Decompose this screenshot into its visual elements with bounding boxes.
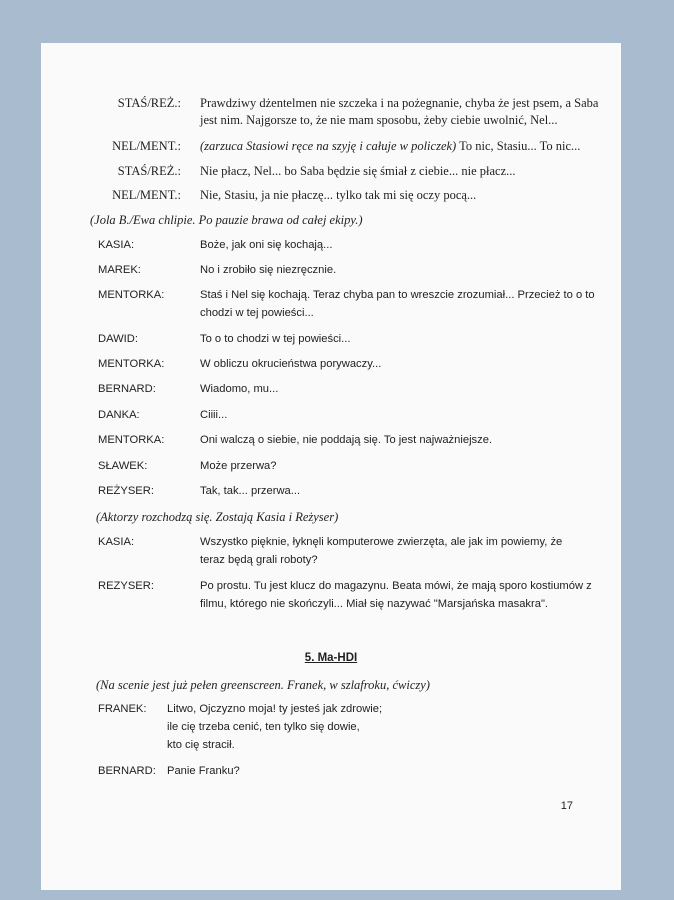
dialogue-line: W obliczu okrucieństwa porywaczy... bbox=[200, 358, 382, 370]
dialogue-line: Tak, tak... przerwa... bbox=[200, 485, 301, 497]
speaker: MENTORKA: bbox=[98, 289, 165, 301]
speaker: MENTORKA: bbox=[98, 434, 165, 446]
dialogue-line bbox=[200, 139, 580, 154]
dialogue-line: Wiadomo, mu... bbox=[200, 383, 279, 395]
dialogue-text: To nic, Stasiu... To nic... bbox=[456, 139, 581, 153]
verse-line: kto cię stracił. bbox=[167, 739, 235, 751]
speaker: DANKA: bbox=[98, 409, 140, 421]
speaker: MAREK: bbox=[98, 264, 141, 276]
dialogue-line: chodzi w tej powieści... bbox=[200, 307, 314, 319]
stage-direction: (Jola B./Ewa chlipie. Po pauzie brawa od całej ekipy.) bbox=[90, 213, 363, 227]
dialogue-line: Prawdziwy dżentelmen nie szczeka i na pożegnanie, chyba że jest psem, a Saba bbox=[200, 96, 599, 110]
speaker: MENTORKA: bbox=[98, 358, 165, 370]
speaker: KASIA: bbox=[98, 239, 135, 251]
dialogue-line: No i zrobiło się niezręcznie. bbox=[200, 264, 337, 276]
dialogue-line: To o to chodzi w tej powieści... bbox=[200, 333, 351, 345]
script-page bbox=[41, 43, 621, 890]
speaker: SŁAWEK: bbox=[98, 460, 148, 472]
speaker: NEL/MENT.: bbox=[112, 188, 181, 202]
speaker: REŻYSER: bbox=[98, 485, 154, 497]
stage-direction: (Aktorzy rozchodzą się. Zostają Kasia i Reżyser) bbox=[96, 510, 339, 524]
speaker: STAŚ/REŻ.: bbox=[117, 164, 181, 178]
dialogue-line: teraz będą grali roboty? bbox=[200, 554, 318, 566]
dialogue-line: Ciiii... bbox=[200, 409, 228, 421]
verse-line: ile cię trzeba cenić, ten tylko się dowie, bbox=[167, 721, 360, 733]
speaker: NEL/MENT.: bbox=[112, 139, 181, 153]
dialogue-line: Staś i Nel się kochają. Teraz chyba pan to wreszcie zrozumiał... Przecież to o to bbox=[200, 289, 595, 301]
speaker: KASIA: bbox=[98, 536, 135, 548]
dialogue-line: Boże, jak oni się kochają... bbox=[200, 239, 333, 251]
stage-direction: (zarzuca Stasiowi ręce na szyję i całuje w policzek) bbox=[200, 139, 457, 153]
dialogue-line: Nie płacz, Nel... bo Saba będzie się śmiał z ciebie... nie płacz... bbox=[200, 164, 516, 178]
speaker: BERNARD: bbox=[98, 765, 156, 777]
dialogue-line: Po prostu. Tu jest klucz do magazynu. Beata mówi, że mają sporo kostiumów z bbox=[200, 580, 592, 592]
verse-line: Litwo, Ojczyzno moja! ty jesteś jak zdrowie; bbox=[167, 703, 383, 715]
dialogue-line: Nie, Stasiu, ja nie płaczę... tylko tak mi się oczy pocą... bbox=[200, 188, 477, 202]
speaker: REZYSER: bbox=[98, 580, 154, 592]
speaker: BERNARD: bbox=[98, 383, 156, 395]
speaker: FRANEK: bbox=[98, 703, 147, 715]
dialogue-line: Oni walczą o siebie, nie poddają się. To jest najważniejsze. bbox=[200, 434, 493, 446]
dialogue-line: Panie Franku? bbox=[167, 765, 240, 777]
speaker: STAŚ/REŻ.: bbox=[117, 96, 181, 110]
dialogue-line: jest nim. Najgorsze to, że nie mam sposobu, żeby ciebie uwolnić, Nel... bbox=[200, 113, 558, 127]
dialogue-line: Może przerwa? bbox=[200, 460, 277, 472]
page-number: 17 bbox=[560, 800, 573, 812]
dialogue-line: Wszystko pięknie, łyknęli komputerowe zwierzęta, ale jak im powiemy, że bbox=[200, 536, 563, 548]
speaker: DAWID: bbox=[98, 333, 138, 345]
section-title: 5. Ma-HDI bbox=[304, 652, 358, 664]
stage-direction: (Na scenie jest już pełen greenscreen. Franek, w szlafroku, ćwiczy) bbox=[96, 678, 430, 692]
dialogue-line: filmu, którego nie skończyli... Miał się nazywać "Marsjańska masakra". bbox=[200, 598, 549, 610]
